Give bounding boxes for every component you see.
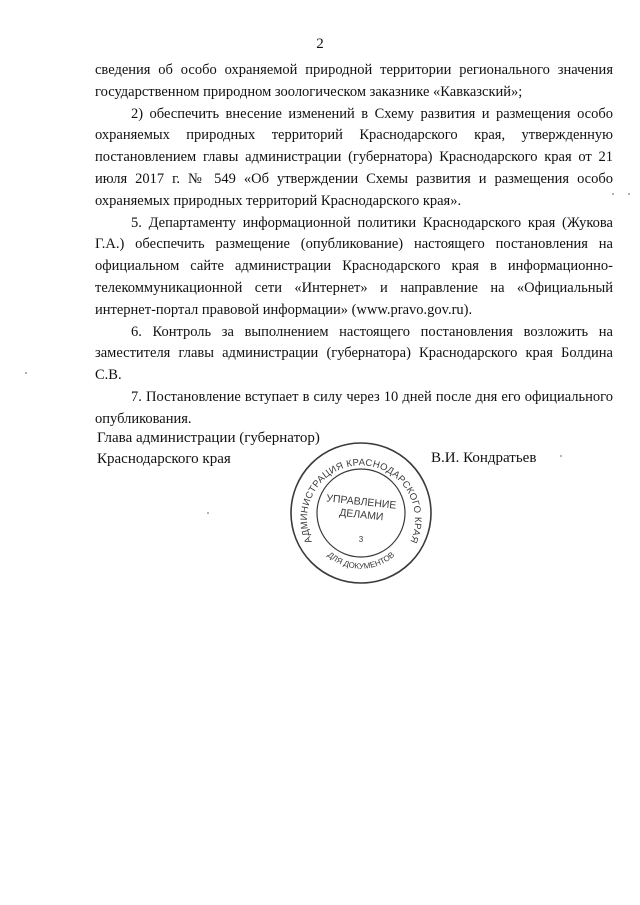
paragraph-item-7: 7. Постановление вступает в силу через 10 дней после дня его официального опубликования. — [95, 388, 613, 427]
scan-speck — [612, 193, 614, 195]
paragraph-item-6: 6. Контроль за выполнением настоящего постановления возложить на заместителя главы администрации (губернатора) Краснодарского края Болдина С.В. — [95, 323, 613, 384]
stamp-number: 3 — [358, 535, 364, 544]
scan-speck — [25, 372, 27, 374]
official-stamp — [288, 440, 434, 586]
stamp-outer-text: АДМИНИСТРАЦИЯ КРАСНОДАРСКОГО КРАЯ — [298, 457, 424, 545]
signatory-name: В.И. Кондратьев — [431, 450, 537, 466]
paragraph-item-2: 2) обеспечить внесение изменений в Схему развития и размещения особо охраняемых природных территорий Краснодарского края, утвержденную постановлением главы администрации (губернатора) Краснодарского края от 21 июля 2017 г. № 549 «Об утверждении Схемы развития и размещения особо охраняемых природных территорий Краснодарского края». — [95, 105, 613, 209]
page-number: 2 — [316, 36, 324, 52]
stamp-center-line-1: УПРАВЛЕНИЕ — [325, 492, 397, 512]
paragraph-item-5: 5. Департаменту информационной политики Краснодарского края (Жукова Г.А.) обеспечить размещение (опубликование) настоящего постановления на официальном сайте администрации Краснодарского края в информационно-телекоммуникационной сети «Интернет» и направление на «Официальный интернет-портал правовой информации» (www.pravo.gov.ru). — [95, 214, 613, 318]
scan-speck — [207, 512, 209, 514]
scan-speck — [560, 455, 562, 457]
signatory-title — [97, 428, 320, 470]
stamp-bottom-text: ДЛЯ ДОКУМЕНТОВ — [325, 550, 397, 571]
document-body — [95, 60, 613, 431]
signatory-title-line-2: Краснодарского края — [97, 451, 231, 467]
stamp-center-line-2: ДЕЛАМИ — [338, 506, 384, 524]
signatory-title-line-1: Глава администрации (губернатор) — [97, 430, 320, 446]
scan-speck — [628, 193, 630, 195]
paragraph-continuation: сведения об особо охраняемой природной территории регионального значения государственном природном зоологическом заказнике «Кавказский»; — [95, 62, 613, 100]
